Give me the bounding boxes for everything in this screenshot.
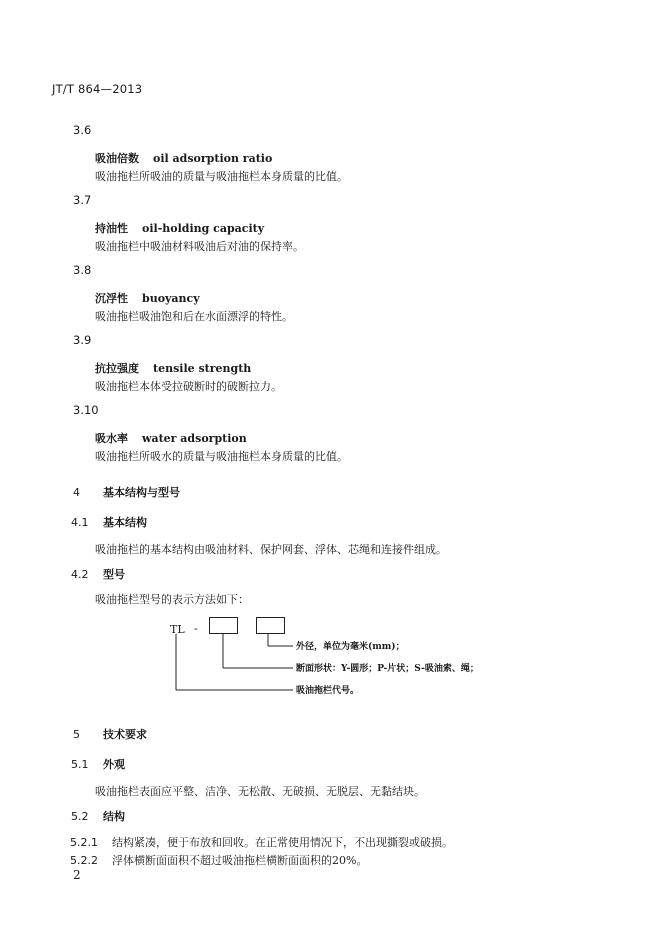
term-en: tensile strength xyxy=(153,362,252,375)
clause-number: 5.2.2 xyxy=(70,854,98,867)
paragraph: 吸油拖栏的基本结构由吸油材料、保护网套、浮体、芯绳和连接件组成。 xyxy=(95,543,447,556)
term-zh: 抗拉强度 xyxy=(95,362,139,375)
diameter-box xyxy=(256,617,285,634)
model-dash: - xyxy=(194,622,198,635)
term-number: 3.10 xyxy=(73,403,99,417)
code-label: 吸油拖栏代号。 xyxy=(296,686,360,696)
section-title: 基本结构与型号 xyxy=(103,486,180,499)
term-definition: 吸油拖栏所吸水的质量与吸油拖栏本身质量的比值。 xyxy=(95,450,348,463)
model-prefix: TL xyxy=(170,623,185,636)
subsection-number: 4.2 xyxy=(71,568,89,581)
term-zh: 吸油倍数 xyxy=(95,152,139,165)
section-heading xyxy=(73,726,147,742)
paragraph: 吸油拖栏型号的表示方法如下： xyxy=(95,593,249,606)
clause-text: 浮体横断面面积不超过吸油拖栏横断面面积的20%。 xyxy=(112,854,368,867)
clause xyxy=(70,852,367,868)
term-en: oil adsorption ratio xyxy=(153,152,273,165)
term-definition: 吸油拖栏中吸油材料吸油后对油的保持率。 xyxy=(95,240,304,253)
clause xyxy=(70,834,453,850)
term-number: 3.8 xyxy=(73,263,92,277)
shape-label: 断面形状：Y-圆形；P-片状；S-吸油索、绳； xyxy=(296,664,479,674)
term-number: 3.7 xyxy=(73,193,92,207)
diameter-label: 外径，单位为毫米(mm)； xyxy=(296,642,405,652)
section-number: 4 xyxy=(73,486,80,499)
clause-number: 5.2.1 xyxy=(70,836,98,849)
term-zh: 吸水率 xyxy=(95,432,128,445)
standard-id-header: JT/T 864—2013 xyxy=(52,82,143,96)
term-number: 3.9 xyxy=(73,333,92,347)
section-number: 5 xyxy=(73,728,80,741)
shape-code-box xyxy=(209,617,238,634)
term-en: water adsorption xyxy=(142,432,247,445)
subsection-title: 外观 xyxy=(103,758,125,771)
term-zh: 持油性 xyxy=(95,222,128,235)
subsection-heading xyxy=(71,808,125,824)
term-definition: 吸油拖栏吸油饱和后在水面漂浮的特性。 xyxy=(95,310,293,323)
term-number: 3.6 xyxy=(73,123,92,137)
term-zh: 沉浮性 xyxy=(95,292,128,305)
paragraph: 吸油拖栏表面应平整、洁净、无松散、无破损、无脱层、无黏结块。 xyxy=(95,785,425,798)
term-definition: 吸油拖栏所吸油的质量与吸油拖栏本身质量的比值。 xyxy=(95,170,348,183)
term-en: buoyancy xyxy=(142,292,200,305)
subsection-title: 型号 xyxy=(103,568,125,581)
subsection-number: 5.1 xyxy=(71,758,89,771)
subsection-title: 基本结构 xyxy=(103,516,147,529)
term-definition: 吸油拖栏本体受拉破断时的破断拉力。 xyxy=(95,380,282,393)
term-en: oil-holding capacity xyxy=(142,222,265,235)
page-number: 2 xyxy=(73,868,81,882)
section-title: 技术要求 xyxy=(103,728,147,741)
subsection-number: 4.1 xyxy=(71,516,89,529)
subsection-title: 结构 xyxy=(103,810,125,823)
subsection-number: 5.2 xyxy=(71,810,89,823)
subsection-heading xyxy=(71,756,125,772)
clause-text: 结构紧凑，便于布放和回收。在正常使用情况下，不出现撕裂或破损。 xyxy=(112,836,453,849)
